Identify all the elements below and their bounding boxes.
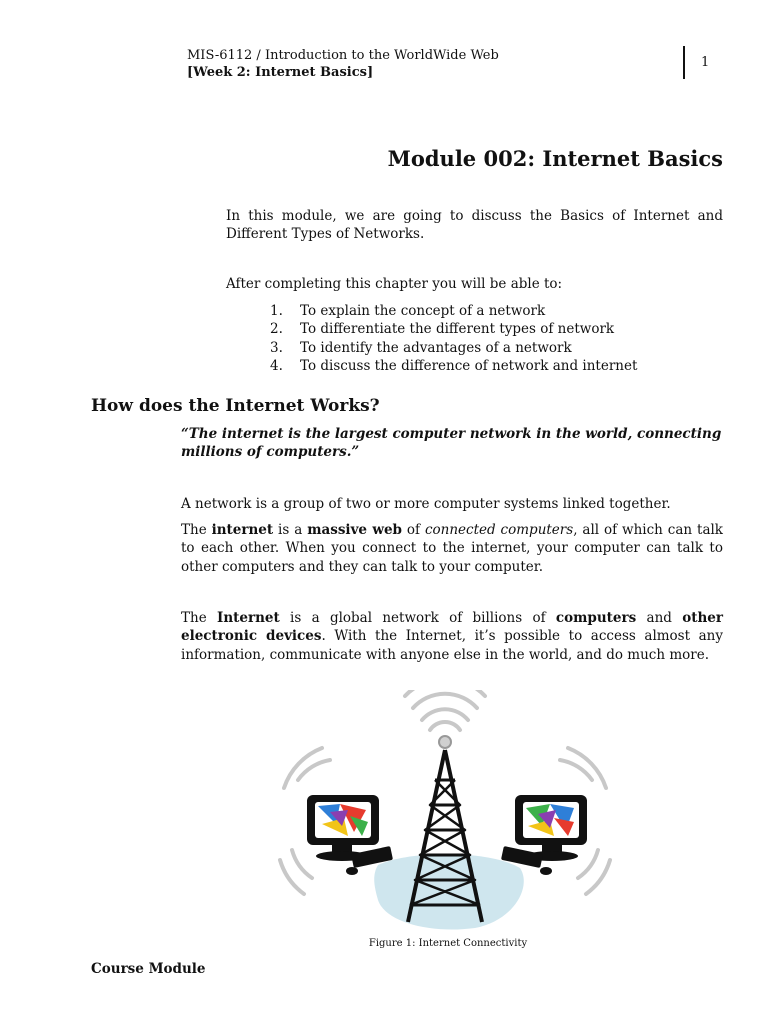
- bold-text: Internet: [217, 610, 280, 626]
- page-number: 1: [701, 55, 710, 70]
- section-heading: How does the Internet Works?: [91, 396, 380, 416]
- list-number: 3.: [270, 339, 283, 356]
- italic-text: connected computers: [424, 522, 574, 538]
- list-text: To identify the advantages of a network: [300, 339, 572, 356]
- text-run: The: [181, 610, 217, 626]
- bold-text: internet: [211, 522, 274, 538]
- right-computer-icon: [501, 795, 587, 875]
- header-divider: [683, 46, 685, 79]
- figure-caption: Figure 1: Internet Connectivity: [368, 938, 528, 949]
- text-run: is a global network of billions of: [279, 610, 556, 626]
- intro-paragraph: In this module, we are going to discuss the Basics of Internet and Different Types of Networks.: [226, 208, 723, 242]
- paragraph-internet-global: [181, 609, 723, 664]
- list-text: To discuss the difference of network and internet: [300, 357, 638, 374]
- list-item: [270, 302, 637, 320]
- left-computer-icon: [307, 795, 393, 875]
- header-week: [Week 2: Internet Basics]: [187, 65, 374, 80]
- paragraph-internet-web: [181, 521, 723, 576]
- list-number: 1.: [270, 303, 283, 319]
- objectives-list: [270, 302, 637, 375]
- text-run: of: [401, 522, 425, 538]
- internet-connectivity-illustration: [270, 690, 620, 940]
- quote: “The internet is the largest computer network in the world, connecting millions of computers.”: [181, 426, 722, 460]
- text-run: and: [636, 610, 683, 626]
- tower-signal-icon: [405, 690, 485, 730]
- text-run: , all of which can talk to each other. When you connect to the internet, your computer can talk to other computers and they can talk to your computer.: [181, 522, 723, 575]
- list-item: [270, 320, 637, 338]
- text-run: The: [181, 522, 212, 538]
- text-run: . With the Internet, it’s possible to access almost any information, communicate with anyone else in the world, and do much more.: [181, 628, 724, 663]
- bold-text: massive web: [307, 522, 402, 538]
- paragraph-network-definition: A network is a group of two or more computer systems linked together.: [181, 496, 671, 512]
- bold-text: other electronic devices: [181, 610, 724, 645]
- list-item: [270, 357, 637, 375]
- bold-text: computers: [555, 610, 637, 626]
- list-text: To explain the concept of a network: [300, 303, 546, 319]
- module-title: Module 002: Internet Basics: [387, 146, 723, 171]
- list-number: 2.: [270, 321, 283, 338]
- list-text: To differentiate the different types of network: [300, 321, 615, 338]
- list-item: [270, 339, 637, 357]
- footer-course-module: Course Module: [91, 961, 206, 977]
- header-course: MIS-6112 / Introduction to the WorldWide Web: [187, 48, 499, 63]
- text-run: is a: [273, 522, 308, 538]
- objectives-intro: After completing this chapter you will be able to:: [226, 276, 563, 292]
- list-number: 4.: [270, 357, 283, 374]
